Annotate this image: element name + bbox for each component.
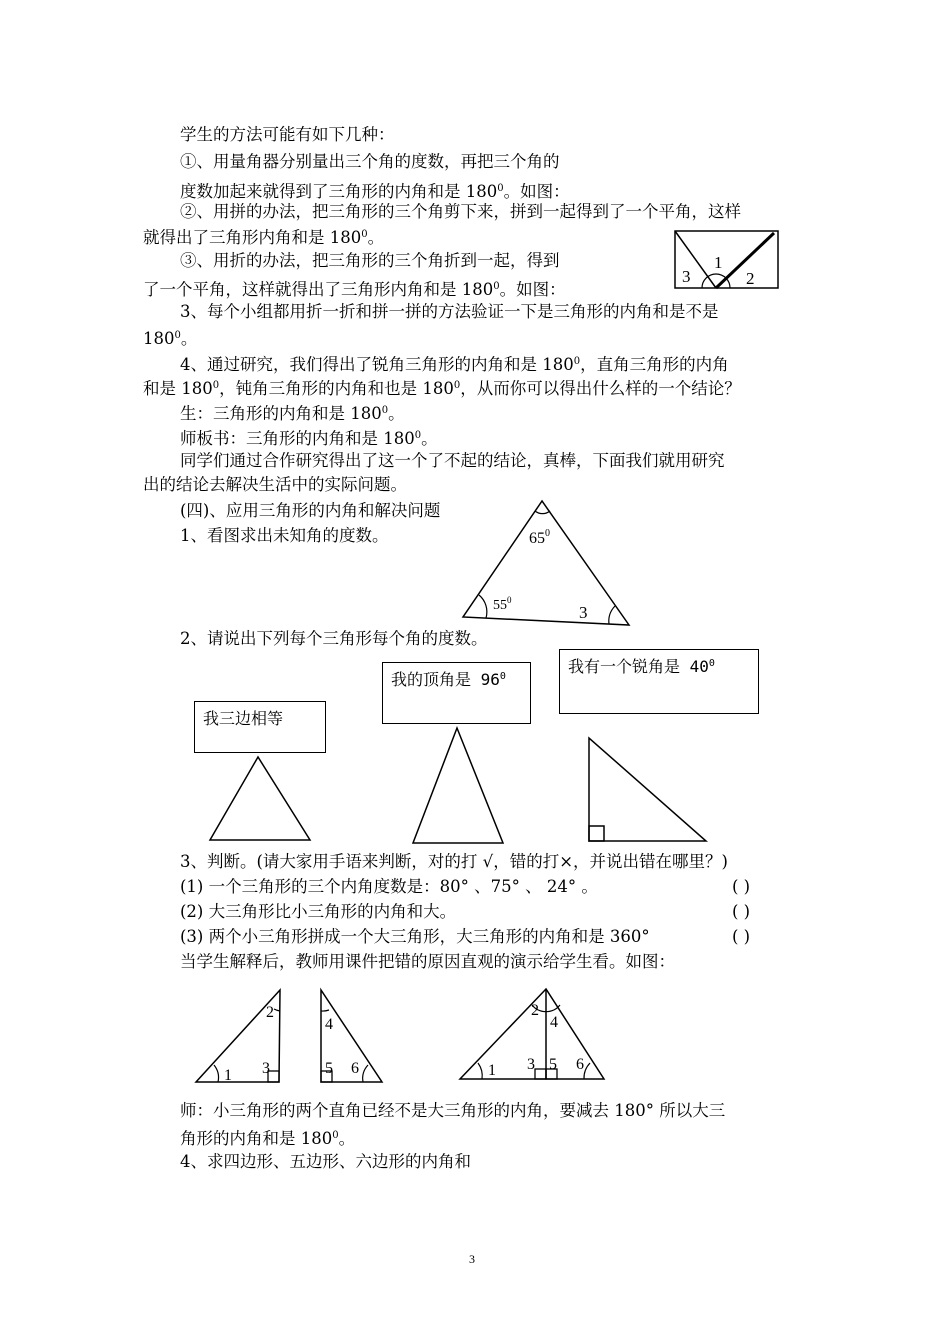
svg-text:5: 5: [549, 1056, 557, 1073]
svg-text:6: 6: [576, 1056, 584, 1073]
text-line: ②、用拼的办法，把三角形的三个角剪下来，拼到一起得到了一个平角，这样: [180, 202, 741, 221]
equilateral-triangle: [210, 757, 310, 840]
fold-figure: [670, 228, 782, 292]
svg-text:3: 3: [527, 1056, 535, 1073]
text-line: 2、请说出下列每个三角形每个角的度数。: [180, 629, 488, 648]
text-line: 就得出了三角形内角和是 $180^0$。: [143, 228, 385, 247]
page-number: 3: [469, 1252, 475, 1266]
svg-text:2: 2: [266, 1004, 274, 1021]
split-triangles-figure: [190, 985, 620, 1085]
svg-text:1: 1: [224, 1067, 232, 1084]
svg-text:5: 5: [325, 1060, 333, 1077]
text-line: 同学们通过合作研究得出了这一个了不起的结论，真棒，下面我们就用研究: [180, 451, 725, 470]
answer-paren[interactable]: ( ): [732, 902, 751, 921]
svg-text:4: 4: [550, 1014, 558, 1031]
angle-label: 2: [746, 269, 755, 288]
angle-label: 3: [682, 267, 691, 286]
text-line: 1、看图求出未知角的度数。: [180, 526, 389, 545]
text-line: 师：小三角形的两个直角已经不是大三角形的内角，要减去 180° 所以大三: [180, 1101, 726, 1120]
text-line: 4、求四边形、五边形、六边形的内角和: [180, 1152, 471, 1171]
text-line: 3、每个小组都用折一折和拼一拼的方法验证一下是三角形的内角和是不是: [180, 302, 719, 321]
text-line: 出的结论去解决生活中的实际问题。: [143, 475, 407, 494]
judgement-item: (1) 一个三角形的三个内角度数是：80° 、75° 、 24° 。: [180, 877, 598, 896]
answer-paren[interactable]: ( ): [732, 927, 751, 946]
angle-label: $65^0$: [529, 528, 550, 547]
judgement-item: (2) 大三角形比小三角形的内角和大。: [180, 902, 457, 921]
text-line: ①、用量角器分别量出三个角的度数，再把三个角的: [180, 152, 560, 171]
svg-text:1: 1: [488, 1062, 496, 1079]
text-line: 角形的内角和是 $180^0$。: [180, 1129, 356, 1148]
section-heading: (四)、应用三角形的内角和解决问题: [180, 501, 441, 520]
speech-box-isosceles: 我的顶角是 $96^0$: [382, 662, 531, 724]
svg-text:6: 6: [351, 1060, 359, 1077]
judgement-item: (3) 两个小三角形拼成一个大三角形，大三角形的内角和是 360°: [180, 927, 650, 946]
text-line: 和是 $180^0$，钝角三角形的内角和也是 $180^0$，从而你可以得出什么样的一个结论？: [143, 379, 741, 398]
text-line: 师板书：三角形的内角和是 $180^0$。: [180, 429, 438, 448]
text-line: 当学生解释后，教师用课件把错的原因直观的演示给学生看。如图：: [180, 952, 675, 971]
triangle-q1: [455, 495, 640, 630]
speech-box-right: 我有一个锐角是 $40^0$: [559, 649, 759, 714]
text-line: 学生的方法可能有如下几种：: [180, 125, 395, 144]
svg-text:4: 4: [325, 1016, 333, 1033]
angle-label: 1: [714, 253, 723, 272]
svg-text:2: 2: [531, 1002, 539, 1019]
text-line: 了一个平角，这样就得出了三角形内角和是 $180^0$。如图：: [143, 280, 566, 299]
right-triangle: [589, 738, 706, 841]
speech-box-equilateral: 我三边相等: [194, 701, 326, 753]
angle-label: $55^0$: [493, 595, 512, 613]
text-line: $180^0$。: [143, 329, 198, 348]
text-line: 4、通过研究，我们得出了锐角三角形的内角和是 $180^0$，直角三角形的内角: [180, 355, 729, 374]
text-line: 生：三角形的内角和是 $180^0$。: [180, 404, 405, 423]
isosceles-triangle: [413, 728, 503, 843]
text-line: ③、用折的办法，把三角形的三个角折到一起，得到: [180, 251, 560, 270]
angle-label: 3: [579, 603, 588, 622]
text-line: 3、判断。(请大家用手语来判断，对的打 √，错的打×，并说出错在哪里？): [180, 852, 728, 871]
answer-paren[interactable]: ( ): [732, 877, 751, 896]
svg-text:3: 3: [262, 1060, 270, 1077]
text-line: 度数加起来就得到了三角形的内角和是 $180^0$。如图：: [180, 182, 570, 201]
triangles-q2: [200, 720, 750, 850]
